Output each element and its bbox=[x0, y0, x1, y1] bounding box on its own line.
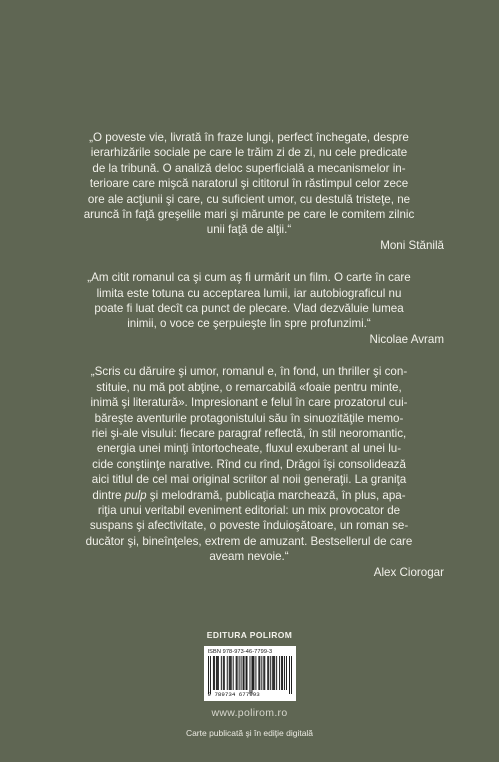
digital-edition-note: Carte publicată şi în ediţie digitală bbox=[185, 728, 314, 738]
review-author-1: Moni Stănilă bbox=[380, 238, 444, 252]
back-cover-reviews bbox=[54, 130, 444, 597]
publisher-name: EDITURA POLIROM bbox=[206, 630, 293, 640]
publisher-website: www.polirom.ro bbox=[211, 707, 288, 719]
publisher-block bbox=[0, 630, 499, 738]
isbn-barcode bbox=[204, 646, 296, 701]
isbn-number: ISBN 978-973-46-7799-3 bbox=[207, 649, 273, 655]
review-author-3: Alex Ciorogar bbox=[373, 565, 444, 579]
review-quote-3: „Scris cu dăruire şi umor, romanul e, în fond, un thriller şi con- stituie, nu mă pot abţine, o remarcabilă «foaie pentru minte, inimă şi literatură». Impresionant e felul în care prozatorul cui- băreşte aventurile protagonistului său în sinuozităţile memo- riei şi-ale visului: fiecare paragraf reflectă, în stil neoromantic, energia unei minţi întortocheate, fluxul exuberant al unei lu- cide conştiinţe narative. Rînd cu rînd, Drăgoi îşi consolidează aici titlul de cel mai original scriitor al noii generaţii. La graniţa dintre pulp şi melodramă, publicaţia marchează, în plus, apa- riţia unui veritabil eveniment editorial: un mix provocator de suspans şi afectivitate, o poveste înduioşătoare, un roman se- ducător şi, bineînţeles, extrem de amuzant. Bestsellerul de care aveam nevoie.“ bbox=[85, 365, 413, 564]
review-quote-2: „Am citit romanul ca şi cum aş fi urmărit un film. O carte în care limita este totuna cu acceptarea lumii, iar autobiograficul nu poate fi luat decît ca punct de plecare. Vlad dezvăluie lumea inimii, o voce ce şerpuieşte lin spre profunzimi.“ bbox=[87, 271, 411, 331]
review-quote-1: „O poveste vie, livrată în fraze lungi, perfect închegate, despre ierarhizările sociale pe care le trăim zi de zi, nu cele predicate de la tribună. O analiză deloc superficială a mecanismelor in- terioare care mişcă naratorul şi cititorul în răstimpul celor zece ore ale acţiunii şi care, cu suficient umor, cu destulă tristeţe, ne aruncă în faţă greşelile mari şi mărunte pe care le comitem zilnic unii faţă de alţii.“ bbox=[83, 131, 415, 237]
barcode-digits: 9 789734 677993 bbox=[207, 691, 260, 698]
review-author-2: Nicolae Avram bbox=[369, 332, 444, 346]
barcode-icon bbox=[208, 656, 292, 694]
